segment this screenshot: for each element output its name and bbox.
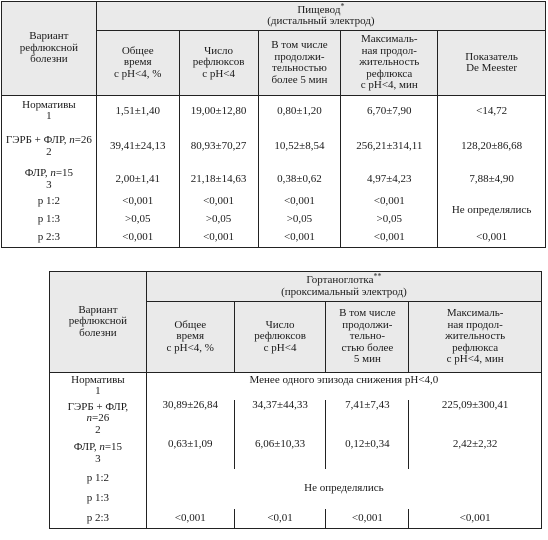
variant-header: Вариант рефлюксной болезни	[2, 2, 97, 96]
table-cell: 80,93±70,27	[179, 127, 258, 167]
table-cell: >0,05	[179, 211, 258, 229]
table-cell: 6,70±7,90	[341, 96, 438, 127]
table-cell: 1,51±1,40	[96, 96, 179, 127]
table-cell: 34,37±44,33	[234, 400, 326, 439]
table-cell: <0,001	[409, 509, 542, 529]
row-label: ГЭРБ + ФЛР, n=26 2	[2, 127, 97, 167]
table-row	[50, 469, 542, 489]
row-label: р 1:3	[2, 211, 97, 229]
table-cell: 6,06±10,33	[234, 439, 326, 469]
table-cell: <0,001	[146, 509, 234, 529]
table-cell: 0,63±1,09	[146, 439, 234, 469]
group-header	[96, 2, 545, 31]
row-label: Нормативы 1	[50, 373, 147, 400]
table-cell: <0,001	[179, 229, 258, 248]
column-header: Показатель De Meester	[438, 31, 546, 96]
table-cell: <14,72	[438, 96, 546, 127]
table-cell: <0,001	[341, 193, 438, 211]
table-cell: >0,05	[96, 211, 179, 229]
table-cell: 39,41±24,13	[96, 127, 179, 167]
table-cell: 30,89±26,84	[146, 400, 234, 439]
table-cell: 128,20±86,68	[438, 127, 546, 167]
row-label: ФЛР, n=15 3	[50, 439, 147, 469]
table-cell: <0,001	[438, 229, 546, 248]
group-header	[146, 272, 541, 302]
row-label: ФЛР, n=15 3	[2, 167, 97, 193]
hypopharynx-table	[49, 271, 542, 529]
table-cell: 0,12±0,34	[326, 439, 409, 469]
row-label: р 2:3	[2, 229, 97, 248]
table-cell: 256,21±314,11	[341, 127, 438, 167]
table-row	[50, 373, 542, 400]
table-row	[2, 193, 546, 211]
table-cell: <0,001	[96, 229, 179, 248]
table-cell: 21,18±14,63	[179, 167, 258, 193]
table-cell: 0,38±0,62	[258, 167, 341, 193]
group-title: Пищевод	[297, 3, 341, 16]
table-cell: 4,97±4,23	[341, 167, 438, 193]
row-label: р 2:3	[50, 509, 147, 529]
column-header: Число рефлюксов с рН<4	[234, 302, 326, 373]
norm-text: Менее одного эпизода снижения рН<4,0	[146, 373, 541, 400]
footnote-mark: *	[340, 0, 345, 10]
column-header: Число рефлюксов с рН<4	[179, 31, 258, 96]
table-cell: 19,00±12,80	[179, 96, 258, 127]
table-cell: 2,00±1,41	[96, 167, 179, 193]
table-cell: >0,05	[258, 211, 341, 229]
row-label: р 1:3	[50, 489, 147, 509]
footnote-mark: **	[373, 271, 382, 281]
column-header: В том числе продолжи- тельно- стью более 5 мин	[326, 302, 409, 373]
row-label: р 1:2	[2, 193, 97, 211]
table-cell: <0,01	[234, 509, 326, 529]
variant-header: Вариант рефлюксной болезни	[50, 272, 147, 373]
not-determined-cell: Не определялись	[146, 469, 541, 509]
table-cell: 2,42±2,32	[409, 439, 542, 469]
table-cell: 0,80±1,20	[258, 96, 341, 127]
column-header: Максималь- ная продол- жительность рефлюкса с рН<4, мин	[409, 302, 542, 373]
table-row	[50, 509, 542, 529]
table-cell: 225,09±300,41	[409, 400, 542, 439]
table-row	[2, 96, 546, 127]
table-row	[50, 439, 542, 469]
table-cell: <0,001	[258, 229, 341, 248]
esophagus-table	[1, 1, 546, 248]
column-header: Максималь- ная продол- жительность рефлюкса с рН<4, мин	[341, 31, 438, 96]
table-cell: <0,001	[326, 509, 409, 529]
row-label: ГЭРБ + ФЛР, n=26 2	[50, 400, 147, 439]
table-row	[2, 229, 546, 248]
table-cell: <0,001	[179, 193, 258, 211]
column-header: Общее время с рН<4, %	[146, 302, 234, 373]
row-label: р 1:2	[50, 469, 147, 489]
table-row	[50, 400, 542, 439]
table-row	[2, 127, 546, 167]
table-cell: <0,001	[96, 193, 179, 211]
column-header: В том числе продолжи- тельностью более 5 мин	[258, 31, 341, 96]
table-cell: <0,001	[258, 193, 341, 211]
row-label: Нормативы 1	[2, 96, 97, 127]
column-header: Общее время с рН<4, %	[96, 31, 179, 96]
group-subtitle: (проксимальный электрод)	[281, 285, 407, 298]
table-cell: 7,88±4,90	[438, 167, 546, 193]
table-cell: <0,001	[341, 229, 438, 248]
group-title: Гортаноглотка	[306, 274, 374, 286]
table-cell: 10,52±8,54	[258, 127, 341, 167]
group-subtitle: (дистальный электрод)	[267, 15, 375, 27]
table-cell: 7,41±7,43	[326, 400, 409, 439]
not-determined-cell: Не определялись	[438, 193, 546, 229]
table-cell: >0,05	[341, 211, 438, 229]
table-row	[2, 167, 546, 193]
